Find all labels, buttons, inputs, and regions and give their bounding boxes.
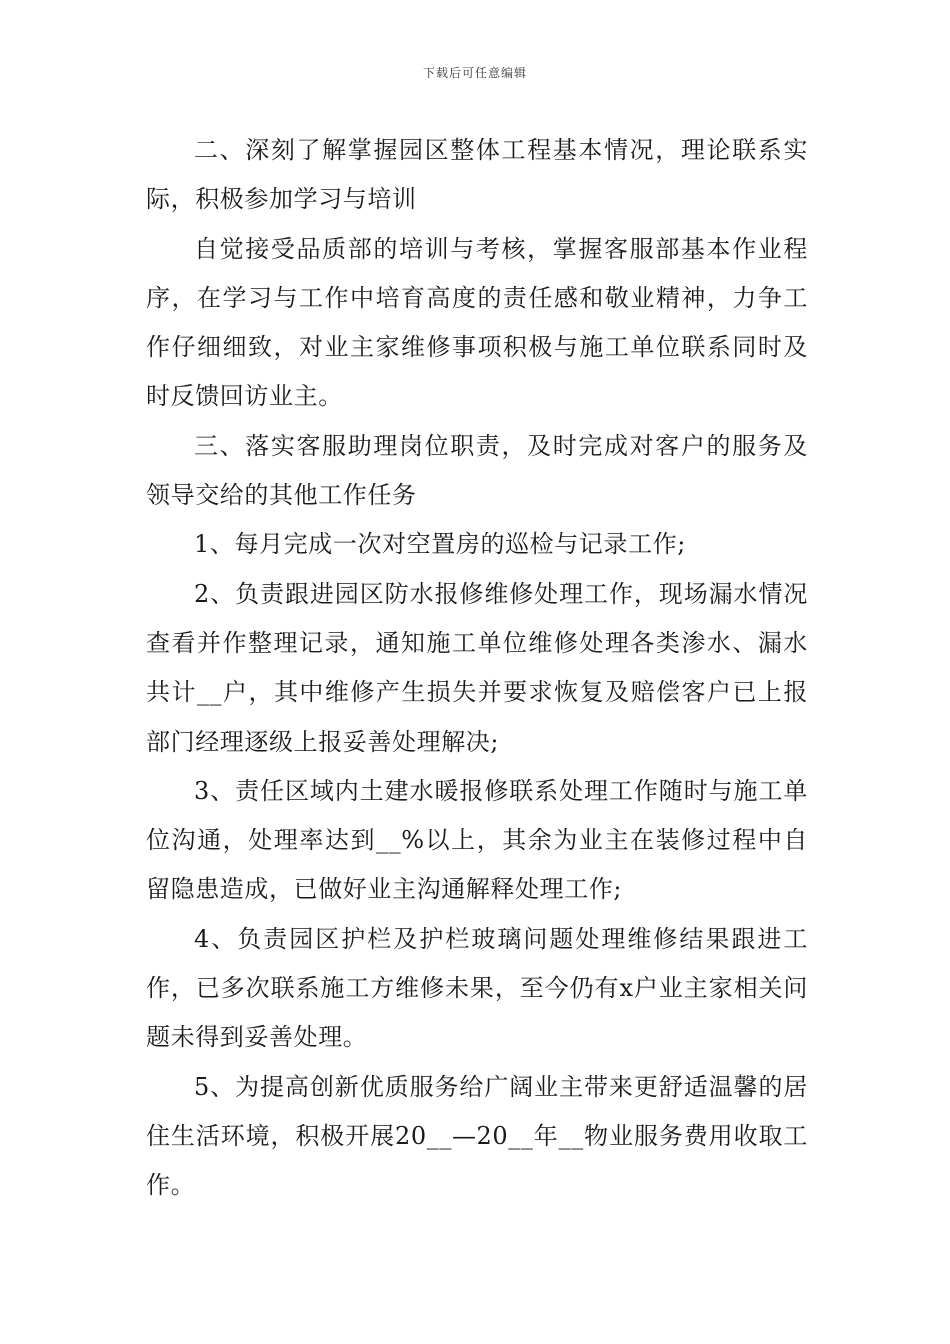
paragraph-item-3: 3、责任区域内土建水暖报修联系处理工作随时与施工单位沟通，处理率达到__%以上，其余为业主在装修过程中自留隐患造成，已做好业主沟通解释处理工作; — [146, 776, 808, 904]
document-body — [146, 126, 808, 1211]
paragraph-section-two-heading: 二、深刻了解掌握园区整体工程基本情况，理论联系实际，积极参加学习与培训 — [146, 136, 808, 214]
paragraph-section-three-heading: 三、落实客服助理岗位职责，及时完成对客户的服务及领导交给的其他工作任务 — [146, 431, 808, 510]
header-note: 下载后可任意编辑 — [422, 66, 527, 80]
paragraph-item-5: 5、为提高创新优质服务给广阔业主带来更舒适温馨的居住生活环境，积极开展20__—20__年__物业服务费用收取工作。 — [146, 1072, 808, 1200]
paragraph-training: 自觉接受品质部的培训与考核，掌握客服部基本作业程序，在学习与工作中培育高度的责任感和敬业精神，力争工作仔细细致，对业主家维修事项积极与施工单位联系同时及时反馈回访业主。 — [146, 234, 808, 411]
paragraph-item-1: 1、每月完成一次对空置房的巡检与记录工作; — [194, 530, 686, 559]
paragraph-item-2: 2、负责跟进园区防水报修维修处理工作，现场漏水情况查看并作整理记录，通知施工单位维修处理各类渗水、漏水共计__户，其中维修产生损失并要求恢复及赔偿客户已上报部门经理逐级上报妥善处理解决; — [146, 579, 808, 756]
paragraph-item-4: 4、负责园区护栏及护栏玻璃问题处理维修结果跟进工作，已多次联系施工方维修未果，至今仍有x户业主家相关问题未得到妥善处理。 — [146, 924, 808, 1052]
